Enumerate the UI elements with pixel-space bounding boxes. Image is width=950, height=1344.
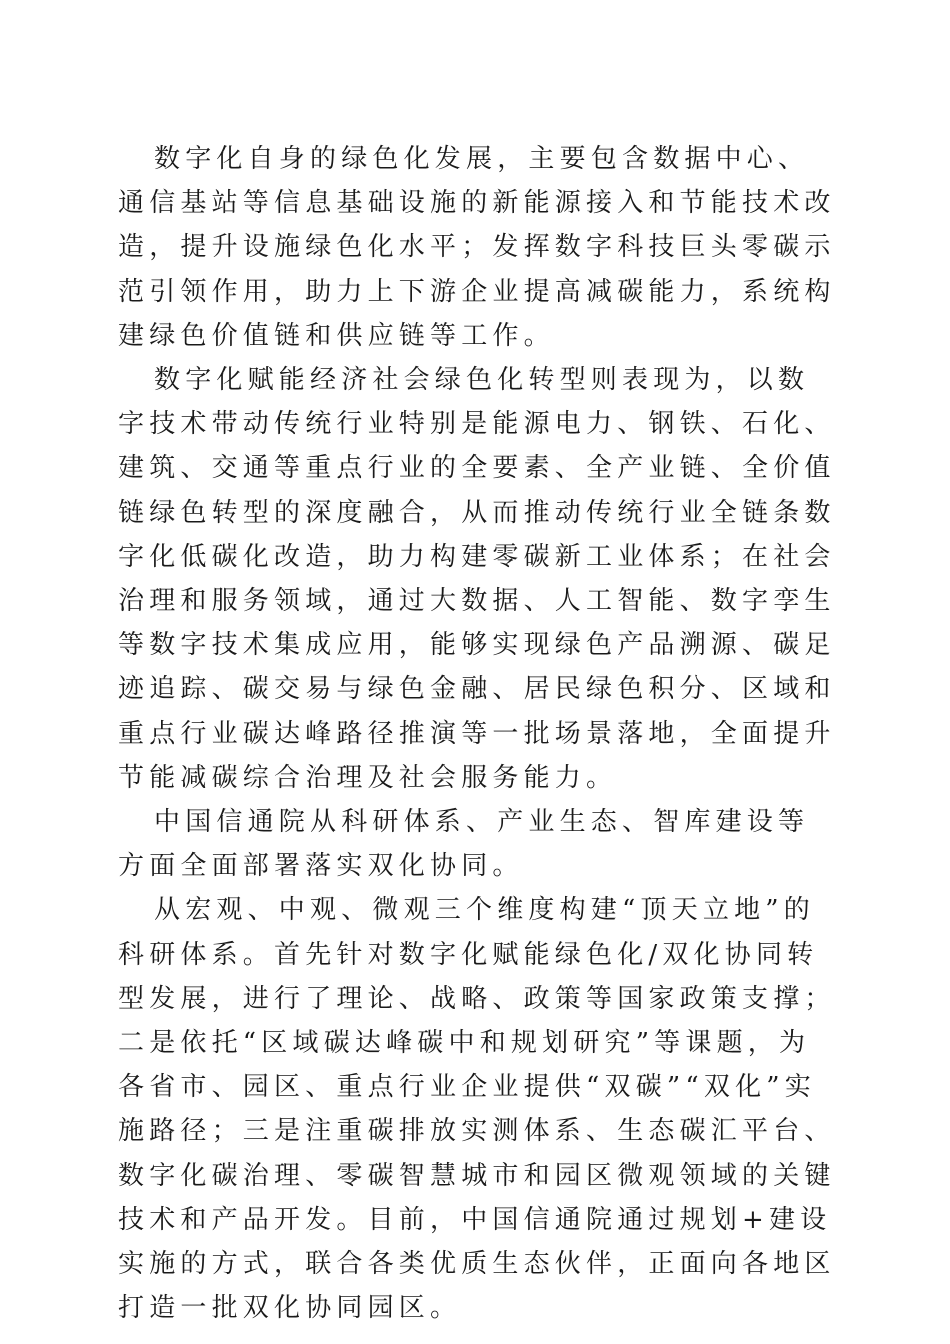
- paragraph-caict-deployment: 中国信通院从科研体系、产业生态、智库建设等方面全面部署落实双化协同。: [118, 807, 810, 882]
- paragraph-green-digital-self: 数字化自身的绿色化发展，主要包含数据中心、通信基站等信息基础设施的新能源接入和节能技术改造，提升设施绿色化水平；发挥数字科技巨头零碳示范引领作用，助力上下游企业提高减碳能力，系统构建绿色价值链和供应链等工作。: [118, 144, 836, 351]
- paragraph-research-system: 从宏观、中观、微观三个维度构建“顶天立地”的科研体系。首先针对数字化赋能绿色化/双化协同转型发展，进行了理论、战略、政策等国家政策支撑；二是依托“区域碳达峰碳中和规划研究”等课题，为各省市、园区、重点行业企业提供“双碳”“双化”实施路径；三是注重碳排放实测体系、生态碳汇平台、数字化碳治理、零碳智慧城市和园区微观领域的关键技术和产品开发。目前，中国信通院通过规划+建设实施的方式，联合各类优质生态伙伴，正面向各地区打造一批双化协同园区。: [118, 895, 836, 1324]
- document-body: [118, 137, 838, 1330]
- paragraph-digital-empowerment: 数字化赋能经济社会绿色化转型则表现为，以数字技术带动传统行业特别是能源电力、钢铁、石化、建筑、交通等重点行业的全要素、全产业链、全价值链绿色转型的深度融合，从而推动传统行业全链条数字化低碳化改造，助力构建零碳新工业体系；在社会治理和服务领域，通过大数据、人工智能、数字孪生等数字技术集成应用，能够实现绿色产品溯源、碳足迹追踪、碳交易与绿色金融、居民绿色积分、区域和重点行业碳达峰路径推演等一批场景落地，全面提升节能减碳综合治理及社会服务能力。: [118, 365, 836, 793]
